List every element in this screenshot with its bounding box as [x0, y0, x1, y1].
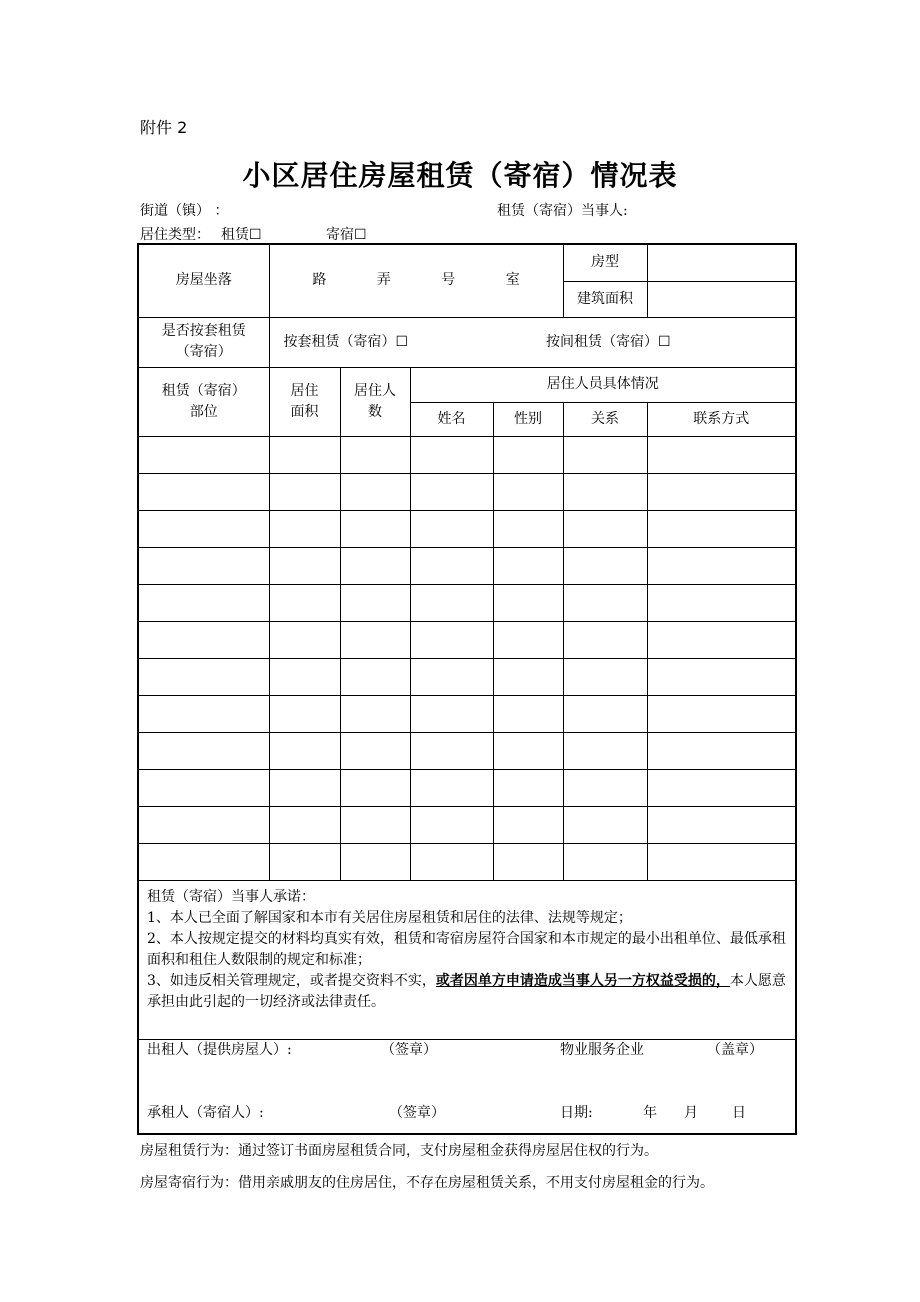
gender-cell[interactable]: [493, 695, 563, 732]
name-cell[interactable]: [410, 695, 493, 732]
resident-row: [138, 473, 796, 510]
living-area-cell[interactable]: [269, 510, 340, 547]
resident-count-cell[interactable]: [340, 695, 410, 732]
relation-cell[interactable]: [563, 695, 647, 732]
contact-cell[interactable]: [647, 547, 796, 584]
contact-cell[interactable]: [647, 621, 796, 658]
room-type-label: 房型: [563, 244, 647, 281]
lessor-sign[interactable]: （签章）: [381, 1041, 437, 1058]
resident-count-cell[interactable]: [340, 732, 410, 769]
type-rent-checkbox[interactable]: 租赁☐: [221, 227, 262, 243]
relation-cell[interactable]: [563, 584, 647, 621]
relation-cell[interactable]: [563, 436, 647, 473]
pledge-item-3-end: 本人愿意承担由此引起的一切经济或法律责任。: [147, 972, 786, 1010]
name-cell[interactable]: [410, 843, 493, 880]
gender-cell[interactable]: [493, 621, 563, 658]
attachment-label: 附件 2: [140, 118, 188, 137]
by-room-checkbox[interactable]: 按间租赁（寄宿）☐: [545, 333, 671, 350]
resident-count-cell[interactable]: [340, 510, 410, 547]
street-label: 街道（镇） ：: [140, 203, 229, 219]
relation-cell[interactable]: [563, 547, 647, 584]
resident-row: [138, 769, 796, 806]
name-cell[interactable]: [410, 732, 493, 769]
rental-part-cell[interactable]: [138, 547, 269, 584]
resident-row: [138, 695, 796, 732]
living-area-cell[interactable]: [269, 806, 340, 843]
resident-row: [138, 547, 796, 584]
location-fields[interactable]: [269, 244, 563, 317]
gender-cell[interactable]: [493, 510, 563, 547]
resident-count-cell[interactable]: [340, 547, 410, 584]
resident-count-cell[interactable]: [340, 806, 410, 843]
contact-cell[interactable]: [647, 473, 796, 510]
resident-row: [138, 436, 796, 473]
rental-form-table: [137, 243, 797, 1135]
date-day[interactable]: 日: [732, 1104, 746, 1121]
lane-label: 弄: [376, 272, 391, 289]
pledge-item-3-start: 3、如违反相关管理规定，或者提交资料不实，: [147, 972, 436, 989]
gender-header: 性别: [493, 402, 563, 436]
room-type-field[interactable]: [647, 244, 796, 281]
name-cell[interactable]: [410, 806, 493, 843]
relation-cell[interactable]: [563, 473, 647, 510]
resident-row: [138, 510, 796, 547]
lessee-sign[interactable]: （签章）: [389, 1104, 445, 1121]
living-area-cell[interactable]: [269, 695, 340, 732]
living-area-cell[interactable]: [269, 658, 340, 695]
pledge-item-2: 2、本人按规定提交的材料均真实有效，租赁和寄宿房屋符合国家和本市规定的最小出租单位、最低承租面积和租住人数限制的规定和标准；: [147, 930, 786, 968]
resident-count-cell[interactable]: [340, 436, 410, 473]
resident-count-cell[interactable]: [340, 621, 410, 658]
relation-cell[interactable]: [563, 732, 647, 769]
name-header: 姓名: [410, 402, 493, 436]
contact-cell[interactable]: [647, 732, 796, 769]
lodge-definition-note: 房屋寄宿行为：借用亲戚朋友的住房居住，不存在房屋租赁关系，不用支付房屋租金的行为。: [140, 1175, 714, 1191]
name-cell[interactable]: [410, 658, 493, 695]
resident-count-cell[interactable]: [340, 473, 410, 510]
contact-cell[interactable]: [647, 658, 796, 695]
lessor-label: 出租人（提供房屋人）:: [147, 1041, 292, 1058]
name-cell[interactable]: [410, 436, 493, 473]
resident-count-header: 居住人数: [340, 367, 410, 436]
living-area-cell[interactable]: [269, 584, 340, 621]
whole-unit-label: 是否按套租赁（寄宿）: [138, 317, 269, 367]
contact-header: 联系方式: [647, 402, 796, 436]
resident-count-cell[interactable]: [340, 584, 410, 621]
rental-part-cell[interactable]: [138, 658, 269, 695]
pledge-item-1: 1、本人已全面了解国家和本市有关居住房屋租赁和居住的法律、法规等规定；: [147, 909, 632, 926]
rental-part-cell[interactable]: [138, 621, 269, 658]
resident-count-cell[interactable]: [340, 769, 410, 806]
property-company-label: 物业服务企业: [560, 1041, 644, 1058]
form-title: 小区居住房屋租赁（寄宿）情况表: [242, 159, 678, 192]
resident-count-cell[interactable]: [340, 843, 410, 880]
rental-part-cell[interactable]: [138, 769, 269, 806]
name-cell[interactable]: [410, 769, 493, 806]
rental-part-cell[interactable]: [138, 732, 269, 769]
gender-cell[interactable]: [493, 769, 563, 806]
resident-row: [138, 732, 796, 769]
name-cell[interactable]: [410, 547, 493, 584]
rent-mode-options: [269, 317, 796, 367]
contact-cell[interactable]: [647, 436, 796, 473]
location-label: 房屋坐落: [138, 244, 269, 317]
date-label: 日期:: [560, 1104, 593, 1121]
room-label: 室: [505, 272, 520, 289]
rental-part-cell[interactable]: [138, 436, 269, 473]
living-area-header: 居住面积: [269, 367, 340, 436]
gender-cell[interactable]: [493, 547, 563, 584]
living-area-cell[interactable]: [269, 473, 340, 510]
date-year[interactable]: 年: [643, 1104, 657, 1121]
gender-cell[interactable]: [493, 843, 563, 880]
residence-type-label: 居住类型：: [140, 227, 210, 243]
living-area-cell[interactable]: [269, 547, 340, 584]
rental-part-cell[interactable]: [138, 806, 269, 843]
name-cell[interactable]: [410, 510, 493, 547]
pledge-item-3-emphasis: 或者因单方申请造成当事人另一方权益受损的，: [435, 972, 730, 989]
number-label: 号: [441, 272, 456, 289]
rental-part-header: 租赁（寄宿）部位: [138, 367, 269, 436]
relation-cell[interactable]: [563, 510, 647, 547]
property-seal[interactable]: （盖章）: [707, 1041, 763, 1058]
rental-part-cell[interactable]: [138, 473, 269, 510]
name-cell[interactable]: [410, 621, 493, 658]
floor-area-field[interactable]: [647, 281, 796, 317]
relation-cell[interactable]: [563, 806, 647, 843]
living-area-cell[interactable]: [269, 843, 340, 880]
relation-header: 关系: [563, 402, 647, 436]
date-month[interactable]: 月: [684, 1104, 698, 1121]
contact-cell[interactable]: [647, 584, 796, 621]
gender-cell[interactable]: [493, 732, 563, 769]
rental-part-cell[interactable]: [138, 843, 269, 880]
rental-part-cell[interactable]: [138, 584, 269, 621]
whole-unit-checkbox[interactable]: 按套租赁（寄宿）☐: [283, 333, 409, 350]
resident-details-header: 居住人员具体情况: [410, 367, 796, 402]
gender-cell[interactable]: [493, 806, 563, 843]
name-cell[interactable]: [410, 473, 493, 510]
floor-area-label: 建筑面积: [563, 281, 647, 317]
signature-section: [138, 1039, 796, 1134]
gender-cell[interactable]: [493, 436, 563, 473]
pledge-section: [138, 880, 796, 1039]
resident-row: [138, 806, 796, 843]
party-label: 租赁（寄宿）当事人:: [497, 203, 628, 219]
gender-cell[interactable]: [493, 473, 563, 510]
contact-cell[interactable]: [647, 806, 796, 843]
pledge-heading: 租赁（寄宿）当事人承诺：: [147, 888, 315, 905]
type-lodge-checkbox[interactable]: 寄宿☐: [326, 227, 367, 243]
resident-row: [138, 843, 796, 880]
relation-cell[interactable]: [563, 843, 647, 880]
resident-row: [138, 584, 796, 621]
lessee-label: 承租人（寄宿人）:: [147, 1104, 264, 1121]
contact-cell[interactable]: [647, 843, 796, 880]
name-cell[interactable]: [410, 584, 493, 621]
rental-part-cell[interactable]: [138, 695, 269, 732]
living-area-cell[interactable]: [269, 621, 340, 658]
relation-cell[interactable]: [563, 621, 647, 658]
living-area-cell[interactable]: [269, 436, 340, 473]
gender-cell[interactable]: [493, 584, 563, 621]
contact-cell[interactable]: [647, 510, 796, 547]
contact-cell[interactable]: [647, 695, 796, 732]
gender-cell[interactable]: [493, 658, 563, 695]
rental-part-cell[interactable]: [138, 510, 269, 547]
living-area-cell[interactable]: [269, 769, 340, 806]
road-label: 路: [312, 272, 327, 289]
resident-row: [138, 658, 796, 695]
relation-cell[interactable]: [563, 658, 647, 695]
rent-definition-note: 房屋租赁行为：通过签订书面房屋租赁合同，支付房屋租金获得房屋居住权的行为。: [140, 1143, 658, 1159]
resident-row: [138, 621, 796, 658]
pledge-item-3: [147, 971, 787, 1013]
contact-cell[interactable]: [647, 769, 796, 806]
living-area-cell[interactable]: [269, 732, 340, 769]
relation-cell[interactable]: [563, 769, 647, 806]
resident-count-cell[interactable]: [340, 658, 410, 695]
